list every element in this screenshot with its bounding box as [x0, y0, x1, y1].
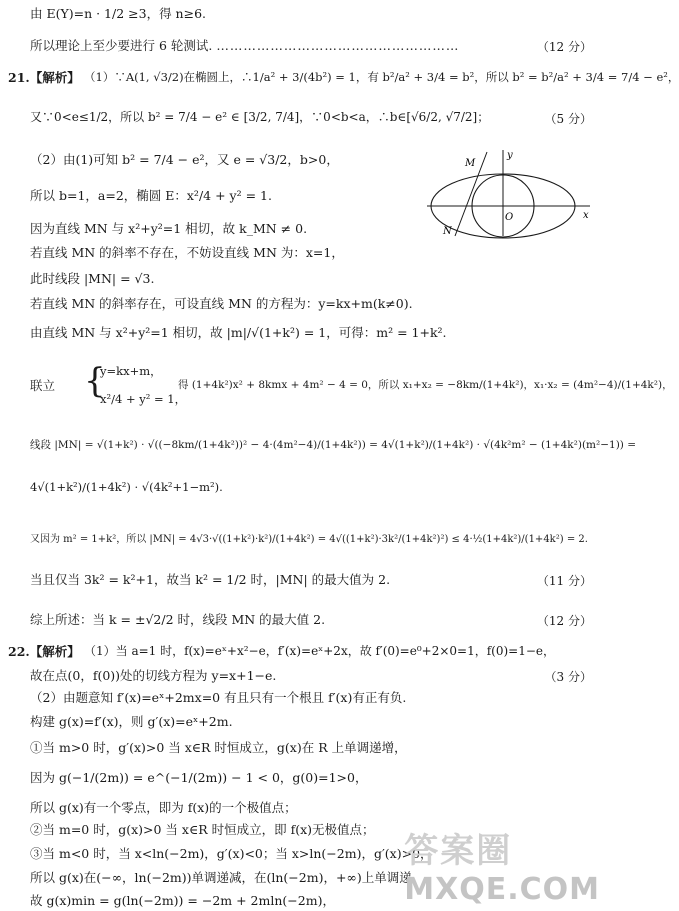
- score-12b: （12 分）: [536, 614, 592, 628]
- q22-line-9: ③当 m<0 时，当 x<ln(−2m)，g′(x)<0；当 x>ln(−2m)，g′(x)>0，: [30, 846, 433, 861]
- line-conclusion: 所以理论上至少要进行 6 轮测试. ………………………………………………: [30, 38, 460, 53]
- system-brace: {: [84, 361, 106, 401]
- q21-line-14: 当且仅当 3k² = k²+1，故当 k² = 1/2 时，|MN| 的最大值为 2.: [30, 572, 391, 587]
- q21-line-4: 所以 b=1，a=2，椭圆 E：x²/4 + y² = 1.: [30, 188, 272, 203]
- q21-line-5: 因为直线 MN 与 x²+y²=1 相切，故 k_MN ≠ 0.: [30, 221, 308, 236]
- watermark-url: MXQE.COM: [404, 872, 600, 907]
- q21-line-15: 综上所述：当 k = ±√2/2 时，线段 MN 的最大值 2.: [30, 612, 326, 627]
- q21-line-12: 4√(1+k²)/(1+4k²) · √(4k²+1−m²).: [30, 480, 223, 494]
- q22-line-2: 故在点(0，f(0))处的切线方程为 y=x+1−e.: [30, 668, 277, 683]
- q21-line-7: 此时线段 |MN| = √3.: [30, 271, 155, 286]
- line-ey: 由 E(Y)=n · 1/2 ≥3，得 n≥6.: [30, 6, 206, 21]
- q22-line-10: 所以 g(x)在(−∞，ln(−2m))单调递减，在(ln(−2m)，+∞)上单调递: [30, 870, 412, 885]
- q22-line-8: ②当 m=0 时，g(x)>0 当 x∈R 时恒成立，即 f(x)无极值点；: [30, 822, 375, 837]
- score-11: （11 分）: [536, 574, 592, 588]
- q21-label: 21.【解析】: [8, 70, 80, 85]
- q21-sys-1: y=kx+m，: [100, 364, 162, 378]
- q21-line-2: 又∵0<e≤1/2，所以 b² = 7/4 − e² ∈ [3/2, 7/4]，∵0<b<a，∴b∈[√6/2, √7/2]；: [30, 110, 490, 124]
- score-5: （5 分）: [544, 112, 592, 126]
- q21-line-9: 由直线 MN 与 x²+y²=1 相切，故 |m|/√(1+k²) = 1，可得：m² = 1+k².: [30, 325, 447, 340]
- q21-lian: 联立: [30, 378, 56, 393]
- label-n: N: [443, 226, 452, 237]
- q22-line-11: 故 g(x)min = g(ln(−2m)) = −2m + 2mln(−2m)，: [30, 893, 335, 908]
- q22-line-5: ①当 m>0 时，g′(x)>0 当 x∈R 时恒成立，g(x)在 R 上单调递增，: [30, 740, 407, 755]
- label-x: x: [583, 210, 589, 221]
- q22-line-6: 因为 g(−1/(2m)) = e^(−1/(2m)) − 1 < 0，g(0)=1>0，: [30, 770, 368, 785]
- label-y: y: [507, 150, 513, 161]
- q21-line-10: 得 (1+4k²)x² + 8kmx + 4m² − 4 = 0，所以 x₁+x₂ = −8km/(1+4k²)，x₁·x₂ = (4m²−4)/(1+4k²)，: [178, 379, 673, 391]
- label-m: M: [465, 158, 476, 169]
- watermark: [404, 823, 600, 907]
- q21-line-8: 若直线 MN 的斜率存在，可设直线 MN 的方程为：y=kx+m(k≠0).: [30, 296, 413, 311]
- score-3: （3 分）: [544, 670, 592, 684]
- q22-line-1: （1）当 a=1 时，f(x)=eˣ+x²−e，f′(x)=eˣ+2x，故 f′(0)=e⁰+2×0=1，f(0)=1−e，: [84, 644, 556, 658]
- watermark-text: 答案圈: [404, 831, 513, 871]
- q21-line-13: 又因为 m² = 1+k²，所以 |MN| = 4√3·√((1+k²)·k²)/(1+4k²) = 4√((1+k²)·3k²/(1+4k²)²) ≤ 4·½(1+4k²)/(1+4k²) = 2.: [30, 534, 588, 545]
- q22-label: 22.【解析】: [8, 644, 80, 659]
- q21-line-6: 若直线 MN 的斜率不存在，不妨设直线 MN 为：x=1，: [30, 245, 344, 260]
- q22-line-7: 所以 g(x)有一个零点，即为 f(x)的一个极值点；: [30, 800, 297, 815]
- label-o: O: [505, 212, 514, 223]
- q21-line-1: （1）∵A(1, √3/2)在椭圆上，∴1/a² + 3/(4b²) = 1，有 b²/a² + 3/4 = b²，所以 b² = b²/a² + 3/4 = 7/4 − e²，: [84, 70, 679, 84]
- q22-line-3: （2）由题意知 f′(x)=eˣ+2mx=0 有且只有一个根且 f′(x)有正有负.: [30, 690, 407, 705]
- ellipse-figure: [425, 148, 595, 238]
- dots: ………………………………………………: [216, 38, 460, 53]
- score-12: （12 分）: [536, 40, 592, 54]
- q22-line-4: 构建 g(x)=f′(x)，则 g′(x)=eˣ+2m.: [30, 714, 233, 729]
- q21-sys-2: x²/4 + y² = 1，: [100, 392, 187, 406]
- q21-line-11: 线段 |MN| = √(1+k²) · √((−8km/(1+4k²))² − 4·(4m²−4)/(1+4k²)) = 4√(1+k²)/(1+4k²) · √(4k²m² − (1+4k²)(m²−1)) =: [30, 439, 637, 451]
- q21-line-3: （2）由(1)可知 b² = 7/4 − e²，又 e = √3/2，b>0，: [30, 152, 339, 167]
